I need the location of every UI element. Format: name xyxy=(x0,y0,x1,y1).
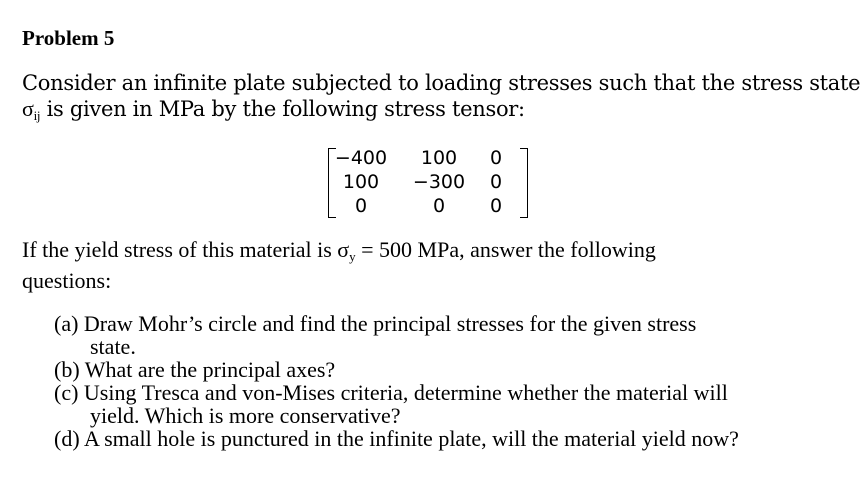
question-a-line-2: state. xyxy=(90,334,136,359)
yield-prefix: If the yield stress of this material is xyxy=(22,237,338,262)
tensor-cell-22: −300 xyxy=(412,171,466,193)
question-b: (b) What are the principal axes? xyxy=(54,357,336,382)
problem-heading: Problem 5 xyxy=(22,26,115,50)
tensor-cell-23: 0 xyxy=(489,171,503,193)
yield-subscript: y xyxy=(349,249,356,264)
stress-symbol: σ xyxy=(22,96,34,121)
tensor-cell-12: 100 xyxy=(420,147,458,169)
tensor-cell-13: 0 xyxy=(489,147,503,169)
yield-statement xyxy=(22,238,852,293)
tensor-cell-21: 100 xyxy=(342,171,380,193)
tensor-cell-31: 0 xyxy=(354,195,368,217)
yield-symbol: σ xyxy=(337,237,350,262)
yield-suffix: = 500 MPa, answer the following xyxy=(355,237,656,262)
question-list xyxy=(54,312,854,450)
stress-tensor-matrix xyxy=(328,146,528,218)
tensor-cell-32: 0 xyxy=(432,195,446,217)
yield-line-1 xyxy=(22,238,852,269)
intro-line-1: Consider an infinite plate subjected to loading stresses such that the stress state xyxy=(22,71,861,95)
tensor-cell-11: −400 xyxy=(334,147,388,169)
stress-subscript: ij xyxy=(33,108,41,123)
question-d: (d) A small hole is punctured in the infinite plate, will the material yield now? xyxy=(54,426,739,451)
question-a-line-1: (a) Draw Mohr’s circle and find the principal stresses for the given stress xyxy=(54,311,697,336)
intro-line-2-text: is given in MPa by the following stress tensor: xyxy=(40,97,525,121)
question-c-line-2: yield. Which is more conservative? xyxy=(90,403,401,428)
question-c-line-1: (c) Using Tresca and von-Mises criteria, determine whether the material will xyxy=(54,380,728,405)
yield-line-2: questions: xyxy=(22,268,112,293)
problem-intro xyxy=(22,70,861,129)
tensor-cell-33: 0 xyxy=(489,195,503,217)
intro-line-2 xyxy=(22,96,852,129)
